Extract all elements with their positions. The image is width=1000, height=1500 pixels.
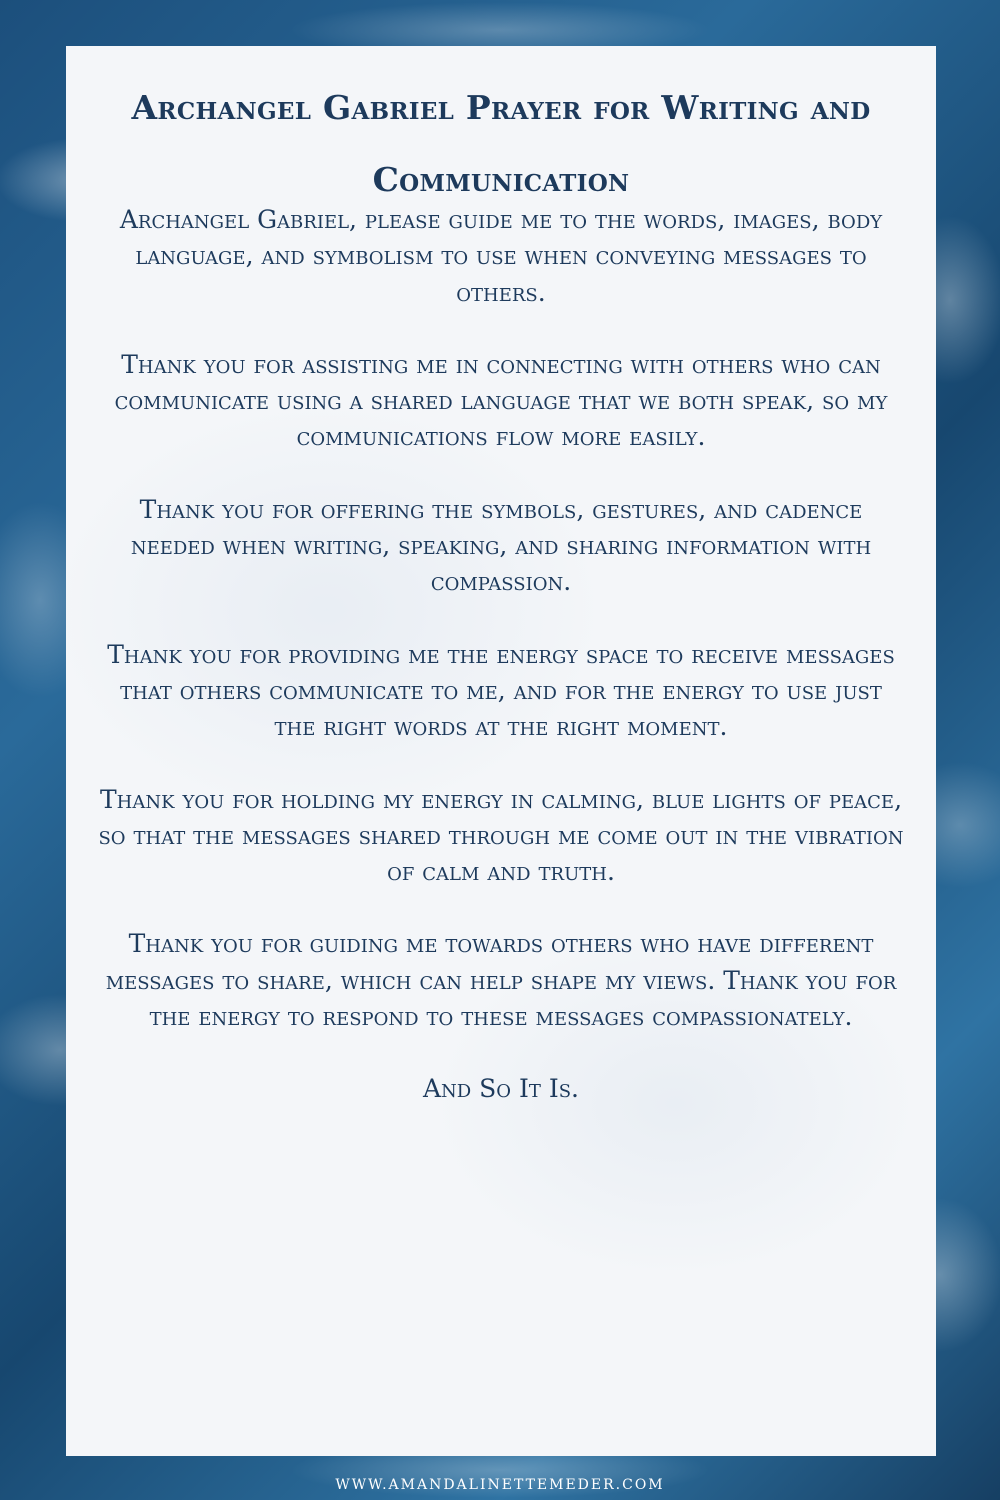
prayer-paragraph: Archangel Gabriel, please guide me to the words, images, body language, and symbolism to use when conveying messages to others. (119, 205, 883, 307)
website-footer: WWW.AMANDALINETTEMEDER.COM (335, 1477, 665, 1493)
prayer-card (66, 46, 936, 1456)
prayer-paragraph: Thank you for providing me the energy space to receive messages that others communicate to me, and for the energy to use just the right words at the right moment. (107, 639, 895, 742)
prayer-paragraph: Thank you for holding my energy in calming, blue lights of peace, so that the messages shared through me come out in the vibration of calm and truth. (98, 784, 904, 887)
prayer-closing: And So It Is. (423, 1074, 579, 1104)
prayer-title: Archangel Gabriel Prayer for Writing and Communication (131, 88, 871, 199)
prayer-paragraph: Thank you for assisting me in connecting with others who can communicate using a shared language that we both speak, so my communications flow more easily. (114, 349, 888, 452)
prayer-paragraph: Thank you for offering the symbols, gestures, and cadence needed when writing, speaking, and sharing information with compassion. (130, 494, 872, 597)
prayer-body (96, 202, 906, 1108)
prayer-paragraph: Thank you for guiding me towards others who have different messages to share, which can help shape my views. Thank you for the energy to respond to these messages compassionately. (105, 929, 897, 1032)
